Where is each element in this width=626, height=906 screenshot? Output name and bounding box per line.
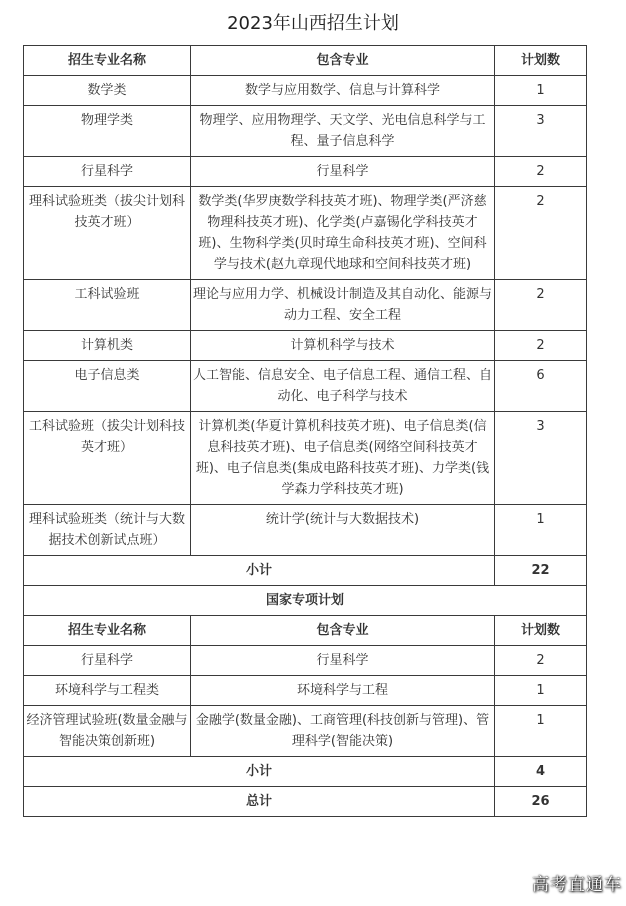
section-title-row (24, 586, 587, 616)
major-name-cell: 环境科学与工程类 (24, 676, 191, 706)
plan-count-cell: 1 (495, 505, 587, 556)
included-majors-cell: 计算机类(华夏计算机科技英才班)、电子信息类(信息科技英才班)、电子信息类(网络空间科技英才班)、电子信息类(集成电路科技英才班)、力学类(钱学森力学科技英才班) (191, 412, 495, 505)
table-row (24, 676, 587, 706)
major-name-cell: 行星科学 (24, 646, 191, 676)
major-name-cell: 行星科学 (24, 157, 191, 187)
subtotal-row (24, 757, 587, 787)
watermark: 高考直通车 (532, 875, 622, 895)
table-row (24, 187, 587, 280)
subtotal-row (24, 556, 587, 586)
table-row (24, 361, 587, 412)
section-title-national-special-plan: 国家专项计划 (24, 586, 587, 616)
plan-count-cell: 1 (495, 76, 587, 106)
table-row (24, 646, 587, 676)
included-majors-cell: 人工智能、信息安全、电子信息工程、通信工程、自动化、电子科学与技术 (191, 361, 495, 412)
plan-count-cell: 3 (495, 412, 587, 505)
included-majors-cell: 环境科学与工程 (191, 676, 495, 706)
table-row (24, 331, 587, 361)
total-row (24, 787, 587, 817)
included-majors-cell: 统计学(统计与大数据技术) (191, 505, 495, 556)
header-plan-count: 计划数 (495, 616, 587, 646)
table-row (24, 505, 587, 556)
table-row (24, 106, 587, 157)
table-header-row (24, 46, 587, 76)
total-value: 26 (495, 787, 587, 817)
major-name-cell: 理科试验班类（统计与大数据技术创新试点班） (24, 505, 191, 556)
table-row (24, 157, 587, 187)
admission-plan-table (23, 45, 587, 817)
included-majors-cell: 理论与应用力学、机械设计制造及其自动化、能源与动力工程、安全工程 (191, 280, 495, 331)
major-name-cell: 理科试验班类（拔尖计划科技英才班） (24, 187, 191, 280)
major-name-cell: 电子信息类 (24, 361, 191, 412)
plan-count-cell: 2 (495, 331, 587, 361)
table-header-row (24, 616, 587, 646)
table-row (24, 706, 587, 757)
subtotal-label: 小计 (24, 757, 495, 787)
header-included-majors: 包含专业 (191, 616, 495, 646)
header-included-majors: 包含专业 (191, 46, 495, 76)
plan-count-cell: 1 (495, 676, 587, 706)
table-row (24, 280, 587, 331)
plan-count-cell: 1 (495, 706, 587, 757)
included-majors-cell: 物理学、应用物理学、天文学、光电信息科学与工程、量子信息科学 (191, 106, 495, 157)
major-name-cell: 计算机类 (24, 331, 191, 361)
plan-count-cell: 3 (495, 106, 587, 157)
table-row (24, 412, 587, 505)
included-majors-cell: 行星科学 (191, 646, 495, 676)
major-name-cell: 数学类 (24, 76, 191, 106)
table-row (24, 76, 587, 106)
included-majors-cell: 数学类(华罗庚数学科技英才班)、物理学类(严济慈物理科技英才班)、化学类(卢嘉锡化学科技英才班)、生物科学类(贝时璋生命科技英才班)、空间科学与技术(赵九章现代地球和空间科技英才班) (191, 187, 495, 280)
total-label: 总计 (24, 787, 495, 817)
included-majors-cell: 行星科学 (191, 157, 495, 187)
header-major-name: 招生专业名称 (24, 46, 191, 76)
subtotal-value: 22 (495, 556, 587, 586)
included-majors-cell: 计算机科学与技术 (191, 331, 495, 361)
major-name-cell: 工科试验班（拔尖计划科技英才班） (24, 412, 191, 505)
subtotal-label: 小计 (24, 556, 495, 586)
header-major-name: 招生专业名称 (24, 616, 191, 646)
plan-count-cell: 2 (495, 187, 587, 280)
major-name-cell: 工科试验班 (24, 280, 191, 331)
plan-count-cell: 2 (495, 646, 587, 676)
header-plan-count: 计划数 (495, 46, 587, 76)
plan-count-cell: 2 (495, 280, 587, 331)
subtotal-value: 4 (495, 757, 587, 787)
plan-count-cell: 6 (495, 361, 587, 412)
major-name-cell: 经济管理试验班(数量金融与智能决策创新班) (24, 706, 191, 757)
included-majors-cell: 数学与应用数学、信息与计算科学 (191, 76, 495, 106)
included-majors-cell: 金融学(数量金融)、工商管理(科技创新与管理)、管理科学(智能决策) (191, 706, 495, 757)
major-name-cell: 物理学类 (24, 106, 191, 157)
plan-count-cell: 2 (495, 157, 587, 187)
page-title: 2023年山西招生计划 (227, 13, 399, 34)
